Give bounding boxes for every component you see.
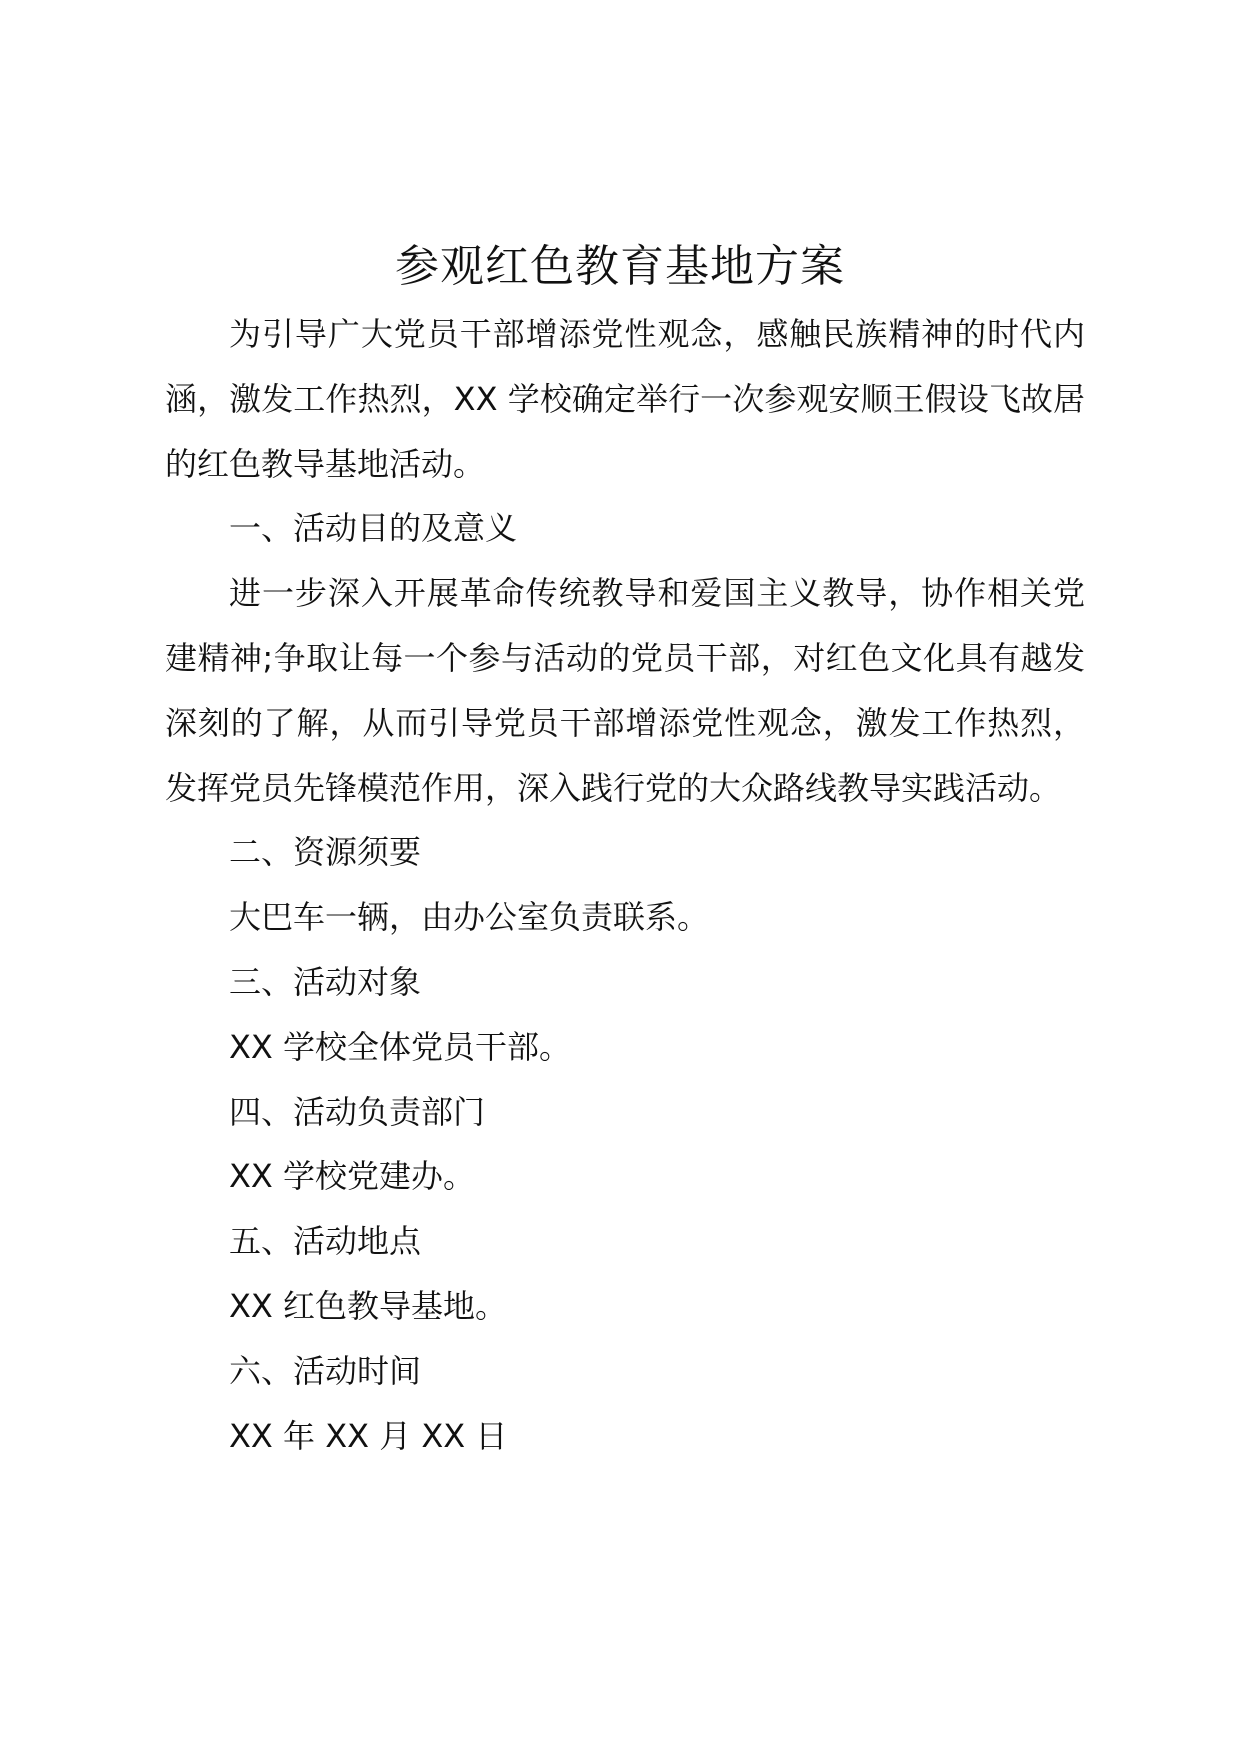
section-heading-department: 四、活动负责部门 — [229, 1092, 486, 1131]
resources-paragraph: 大巴车一辆，由办公室负责联系。 — [229, 898, 710, 937]
document-body — [165, 302, 1085, 1468]
location-paragraph: XX 红色教导基地。 — [229, 1286, 508, 1325]
section-heading-purpose: 一、活动目的及意义 — [229, 509, 518, 548]
section-heading-resources: 二、资源须要 — [229, 833, 422, 872]
intro-paragraph: 为引导广大党员干部增添党性观念，感触民族精神的时代内涵，激发工作热烈，XX 学校确定举行一次参观安顺王假设飞故居的红色教导基地活动。 — [165, 315, 1085, 483]
section-heading-location: 五、活动地点 — [229, 1222, 422, 1261]
purpose-paragraph: 进一步深入开展革命传统教导和爱国主义教导，协作相关党建精神;争取让每一个参与活动的党员干部，对红色文化具有越发深刻的了解，从而引导党员干部增添党性观念，激发工作热烈，发挥党员先锋模范作用，深入践行党的大众路线教导实践活动。 — [165, 574, 1085, 807]
section-heading-participants: 三、活动对象 — [229, 962, 422, 1001]
time-paragraph: XX 年 XX 月 XX 日 — [229, 1416, 508, 1455]
participants-paragraph: XX 学校全体党员干部。 — [229, 1027, 572, 1066]
department-paragraph: XX 学校党建办。 — [229, 1157, 476, 1196]
document-title: 参观红色教育基地方案 — [395, 241, 845, 292]
section-heading-time: 六、活动时间 — [229, 1351, 422, 1390]
